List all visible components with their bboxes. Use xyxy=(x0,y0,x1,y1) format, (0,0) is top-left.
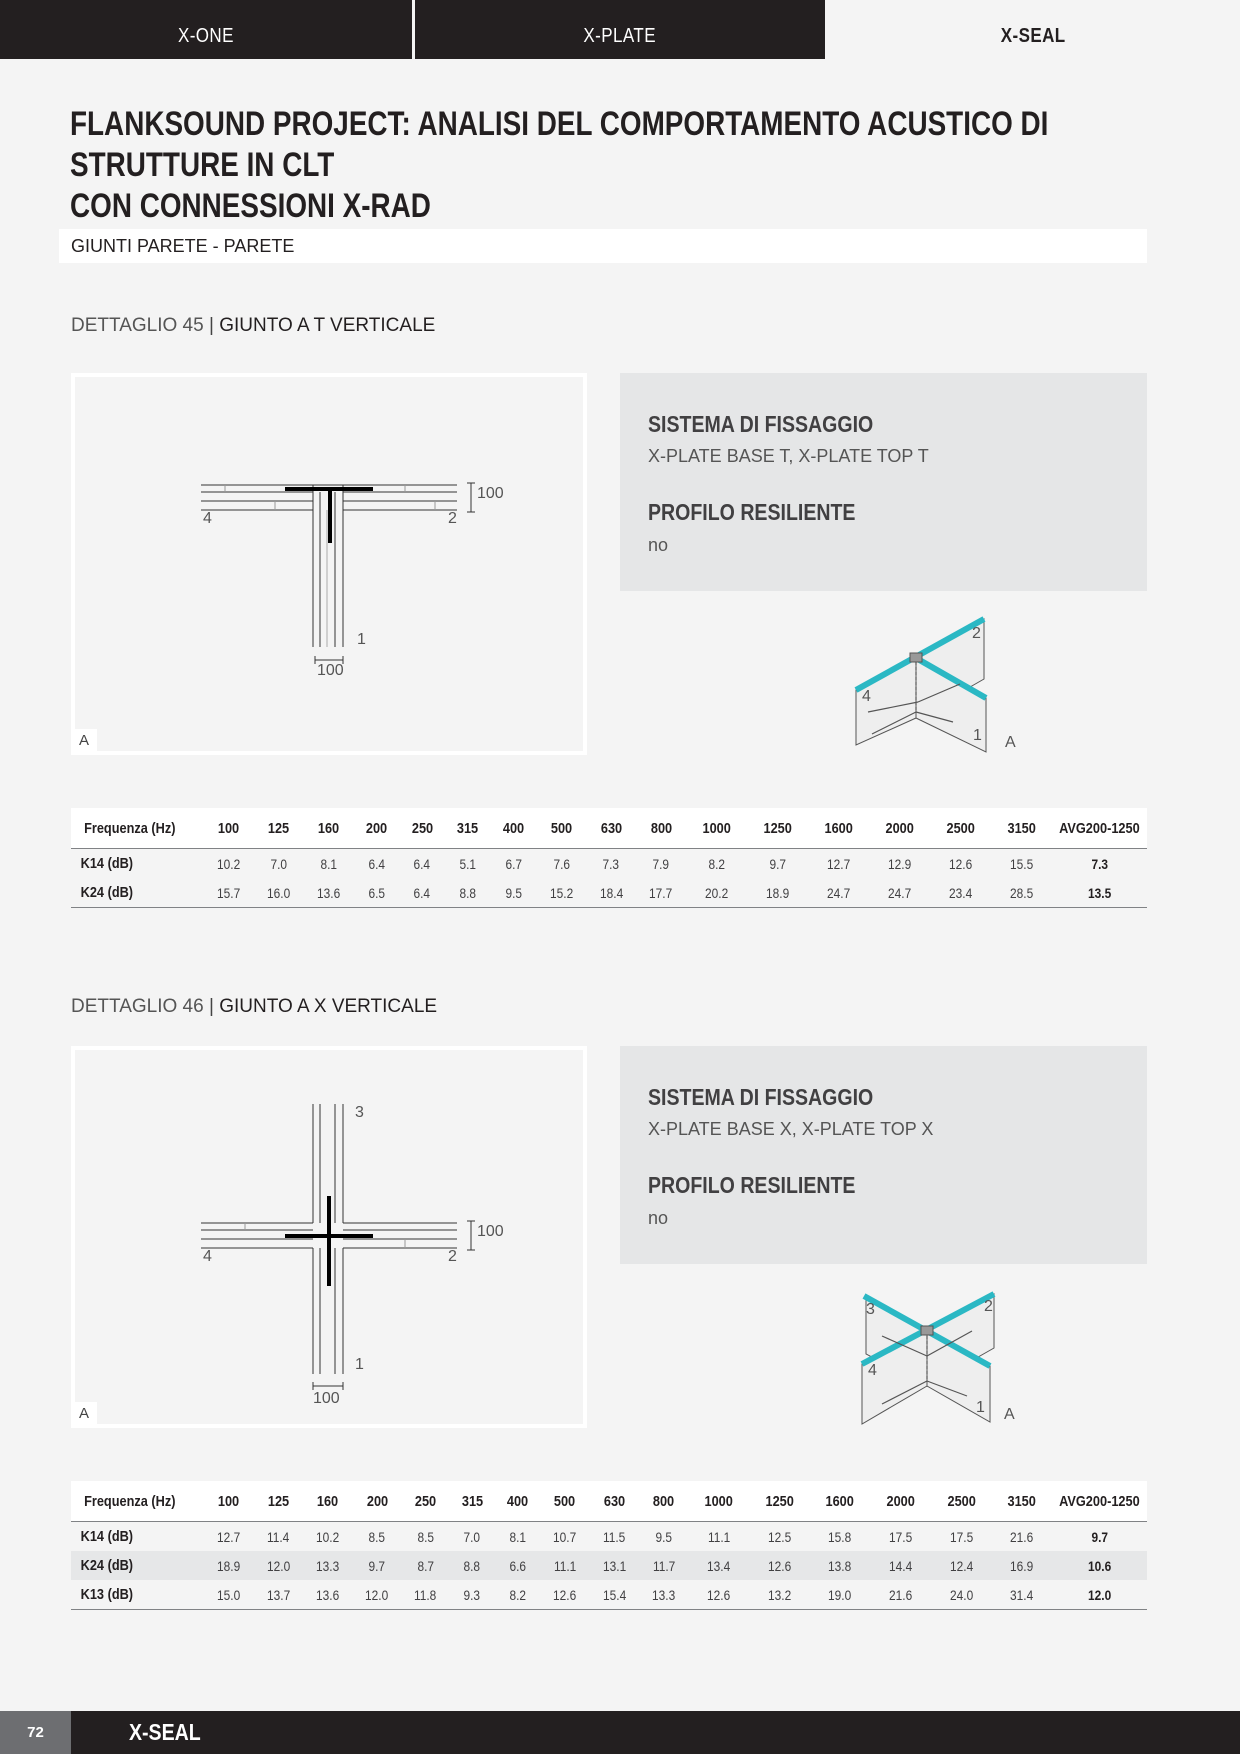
value-cell: 11.7 xyxy=(639,1551,688,1580)
detail-46-iso-view xyxy=(852,1286,1032,1431)
header-cell: 100 xyxy=(204,1481,253,1522)
header-cell: 630 xyxy=(586,808,636,849)
value-cell: 23.4 xyxy=(930,878,991,908)
value-cell: 11.1 xyxy=(540,1551,589,1580)
value-cell: 13.7 xyxy=(253,1580,302,1610)
value-cell: 24.7 xyxy=(808,878,869,908)
detail-46-info-panel xyxy=(620,1046,1147,1264)
value-cell: 6.4 xyxy=(368,855,385,872)
value-cell: 8.7 xyxy=(402,1551,450,1580)
profilo-value: no xyxy=(648,535,669,555)
detail-46-table xyxy=(71,1481,1147,1610)
value-cell: 13.6 xyxy=(304,878,354,908)
value-cell: 10.2 xyxy=(217,855,241,872)
header-avg: AVG200-1250 xyxy=(1052,1481,1147,1522)
value-cell: 11.5 xyxy=(603,1528,626,1545)
tab-x-plate[interactable]: X-PLATE xyxy=(415,0,825,59)
value-cell: 15.5 xyxy=(1010,855,1034,872)
table-row xyxy=(71,878,1147,908)
header-cell: 1600 xyxy=(810,1481,871,1522)
value-cell: 12.6 xyxy=(948,855,973,872)
label-1: 1 xyxy=(357,631,366,648)
value-cell: 21.6 xyxy=(870,1580,931,1610)
value-cell: 6.4 xyxy=(399,878,445,908)
value-cell: 11.4 xyxy=(267,1528,290,1545)
label-3: 3 xyxy=(355,1104,364,1121)
table-header-row xyxy=(71,808,1147,849)
footer xyxy=(0,1711,1240,1754)
value-cell: 14.4 xyxy=(870,1551,931,1580)
table-row xyxy=(71,1522,1147,1552)
value-cell: 8.1 xyxy=(509,1528,526,1545)
profilo-label: PROFILO RESILIENTE xyxy=(648,1172,856,1198)
value-cell: 7.3 xyxy=(602,855,620,872)
value-cell: 8.5 xyxy=(417,1528,434,1545)
row-label: K24 (dB) xyxy=(71,1551,204,1580)
header-cell: 1000 xyxy=(686,808,747,849)
value-cell: 6.5 xyxy=(353,878,399,908)
value-cell: 7.0 xyxy=(463,1528,481,1545)
value-cell: 9.7 xyxy=(769,855,786,872)
value-cell: 21.6 xyxy=(1010,1528,1034,1545)
label-1: 1 xyxy=(355,1356,364,1373)
value-cell: 15.2 xyxy=(537,878,587,908)
header-cell: 160 xyxy=(304,808,354,849)
table-header-row xyxy=(71,1481,1147,1522)
value-cell: 17.5 xyxy=(889,1528,913,1545)
detail-45-drawing xyxy=(71,373,587,755)
header-cell: 100 xyxy=(204,808,254,849)
tab-x-seal[interactable]: X-SEAL xyxy=(827,0,1240,59)
value-cell: 18.9 xyxy=(204,1551,253,1580)
value-cell: 6.4 xyxy=(413,855,431,872)
header-avg: AVG200-1250 xyxy=(1052,808,1147,849)
value-cell: 9.5 xyxy=(491,878,537,908)
corner-label: A xyxy=(75,729,97,751)
header-cell: 2000 xyxy=(870,1481,931,1522)
header-cell: 125 xyxy=(253,1481,302,1522)
value-cell: 28.5 xyxy=(991,878,1052,908)
label-2: 2 xyxy=(448,1248,457,1265)
value-cell: 12.6 xyxy=(540,1580,589,1610)
detail-45-heading: DETTAGLIO 45 | GIUNTO A T VERTICALE xyxy=(71,315,436,336)
table-row xyxy=(71,1551,1147,1580)
value-cell: 12.7 xyxy=(217,1528,241,1545)
detail-46-heading: DETTAGLIO 46 | GIUNTO A X VERTICALE xyxy=(71,996,438,1017)
iso-label-1: 1 xyxy=(976,1399,985,1416)
sistema-value: X-PLATE BASE X, X-PLATE TOP X xyxy=(648,1119,934,1139)
value-cell: 11.8 xyxy=(402,1580,450,1610)
header-cell: 1250 xyxy=(747,808,808,849)
iso-label-3: 3 xyxy=(866,1301,875,1318)
dim-right-label: 100 xyxy=(477,1223,504,1240)
value-cell: 16.0 xyxy=(254,878,304,908)
value-cell: 18.4 xyxy=(586,878,636,908)
footer-brand: X-SEAL xyxy=(129,1719,201,1745)
value-cell: 15.8 xyxy=(828,1528,852,1545)
header-cell: 250 xyxy=(402,1481,450,1522)
profilo-label: PROFILO RESILIENTE xyxy=(648,499,856,525)
value-cell: 9.7 xyxy=(352,1551,401,1580)
value-cell: 13.6 xyxy=(303,1580,352,1610)
value-cell: 12.0 xyxy=(253,1551,302,1580)
header-cell: 2500 xyxy=(931,1481,992,1522)
value-cell: 12.5 xyxy=(767,1528,792,1545)
table-row xyxy=(71,849,1147,879)
value-cell: 12.7 xyxy=(826,855,851,872)
header-cell: 400 xyxy=(495,1481,540,1522)
value-cell: 8.1 xyxy=(320,855,337,872)
value-cell: 10.2 xyxy=(316,1528,340,1545)
value-cell: 13.4 xyxy=(689,1551,750,1580)
header-cell: 500 xyxy=(540,1481,589,1522)
value-cell: 16.9 xyxy=(991,1551,1052,1580)
avg-cell: 10.6 xyxy=(1052,1551,1147,1580)
header-cell: 800 xyxy=(636,808,686,849)
header-cell: 1000 xyxy=(689,1481,750,1522)
page-number: 72 xyxy=(0,1711,71,1754)
value-cell: 24.7 xyxy=(869,878,930,908)
value-cell: 8.2 xyxy=(495,1580,540,1610)
value-cell: 9.3 xyxy=(449,1580,494,1610)
x-joint-section-drawing xyxy=(75,1050,583,1424)
header-cell: 315 xyxy=(449,1481,494,1522)
row-label: K13 (dB) xyxy=(71,1580,204,1610)
value-cell: 7.6 xyxy=(553,855,570,872)
t-joint-iso-drawing xyxy=(848,612,1028,757)
value-cell: 19.0 xyxy=(810,1580,871,1610)
iso-label-2: 2 xyxy=(972,625,981,642)
value-cell: 12.6 xyxy=(749,1551,810,1580)
value-cell: 17.5 xyxy=(949,1528,973,1545)
detail-45-table xyxy=(71,808,1147,908)
value-cell: 17.7 xyxy=(636,878,686,908)
corner-label: A xyxy=(75,1402,97,1424)
iso-label-2: 2 xyxy=(984,1298,993,1315)
header-cell: 200 xyxy=(352,1481,401,1522)
header-cell: 3150 xyxy=(991,1481,1052,1522)
section-label: GIUNTI PARETE - PARETE xyxy=(71,236,295,256)
label-4: 4 xyxy=(203,510,212,527)
value-cell: 24.0 xyxy=(931,1580,992,1610)
value-cell: 13.3 xyxy=(303,1551,352,1580)
value-cell: 5.1 xyxy=(459,855,477,872)
value-cell: 6.7 xyxy=(505,855,522,872)
avg-cell: 12.0 xyxy=(1052,1580,1147,1610)
value-cell: 12.6 xyxy=(689,1580,750,1610)
avg-cell: 7.3 xyxy=(1091,855,1108,872)
value-cell: 12.0 xyxy=(352,1580,401,1610)
value-cell: 13.2 xyxy=(749,1580,810,1610)
value-cell: 15.4 xyxy=(590,1580,639,1610)
value-cell: 15.7 xyxy=(204,878,254,908)
header-cell: 1600 xyxy=(808,808,869,849)
header-cell: 630 xyxy=(590,1481,639,1522)
sistema-value: X-PLATE BASE T, X-PLATE TOP T xyxy=(648,446,929,466)
header-cell: 200 xyxy=(353,808,399,849)
header-cell: 1250 xyxy=(749,1481,810,1522)
value-cell: 13.8 xyxy=(810,1551,871,1580)
detail-46-drawing xyxy=(71,1046,587,1428)
dim-right-label: 100 xyxy=(477,485,504,502)
detail-45-iso-view xyxy=(848,612,1028,757)
value-cell: 15.0 xyxy=(204,1580,253,1610)
iso-label-1: 1 xyxy=(973,727,982,744)
table-row xyxy=(71,1580,1147,1610)
header-freq: Frequenza (Hz) xyxy=(71,808,204,849)
tab-x-one[interactable]: X-ONE xyxy=(0,0,412,59)
header-cell: 2000 xyxy=(869,808,930,849)
header-cell: 800 xyxy=(639,1481,688,1522)
header-cell: 315 xyxy=(445,808,491,849)
detail-45-info-panel xyxy=(620,373,1147,591)
header-cell: 400 xyxy=(491,808,537,849)
value-cell: 10.7 xyxy=(553,1528,577,1545)
row-label: K14 (dB) xyxy=(80,1528,134,1545)
value-cell: 7.0 xyxy=(270,855,287,872)
value-cell: 9.5 xyxy=(655,1528,673,1545)
value-cell: 13.1 xyxy=(590,1551,639,1580)
value-cell: 12.9 xyxy=(887,855,912,872)
dim-bottom-label: 100 xyxy=(317,662,344,679)
row-label: K14 (dB) xyxy=(80,855,134,872)
header-cell: 250 xyxy=(399,808,445,849)
value-cell: 8.2 xyxy=(708,855,725,872)
sistema-label: SISTEMA DI FISSAGGIO xyxy=(648,411,874,437)
value-cell: 31.4 xyxy=(991,1580,1052,1610)
header-cell: 2500 xyxy=(930,808,991,849)
header-freq: Frequenza (Hz) xyxy=(71,1481,204,1522)
sistema-label: SISTEMA DI FISSAGGIO xyxy=(648,1084,874,1110)
section-bar xyxy=(59,229,1147,263)
avg-cell: 13.5 xyxy=(1052,878,1147,908)
value-cell: 8.5 xyxy=(368,1528,386,1545)
t-joint-section-drawing xyxy=(75,377,583,751)
header-cell: 3150 xyxy=(991,808,1052,849)
label-2: 2 xyxy=(448,510,457,527)
value-cell: 12.4 xyxy=(931,1551,992,1580)
label-4: 4 xyxy=(203,1248,212,1265)
value-cell: 7.9 xyxy=(652,855,670,872)
value-cell: 13.3 xyxy=(639,1580,688,1610)
value-cell: 8.8 xyxy=(445,878,491,908)
header-cell: 125 xyxy=(254,808,304,849)
value-cell: 20.2 xyxy=(686,878,747,908)
iso-label-a: A xyxy=(1004,1406,1015,1423)
value-cell: 8.8 xyxy=(449,1551,494,1580)
header-cell: 160 xyxy=(303,1481,352,1522)
avg-cell: 9.7 xyxy=(1091,1528,1108,1545)
value-cell: 18.9 xyxy=(747,878,808,908)
iso-label-4: 4 xyxy=(868,1362,877,1379)
iso-label-a: A xyxy=(1005,734,1016,751)
profilo-value: no xyxy=(648,1208,669,1228)
page-title: FLANKSOUND PROJECT: ANALISI DEL COMPORTAMENTO ACUSTICO DI STRUTTURE IN CLT CON CONNESSIONI X-RAD xyxy=(70,105,1049,225)
value-cell: 11.1 xyxy=(707,1528,731,1545)
row-label: K24 (dB) xyxy=(71,878,204,908)
iso-label-4: 4 xyxy=(862,688,871,705)
header-cell: 500 xyxy=(537,808,587,849)
value-cell: 6.6 xyxy=(495,1551,540,1580)
dim-bottom-label: 100 xyxy=(313,1390,340,1407)
top-tabs xyxy=(0,0,1240,59)
